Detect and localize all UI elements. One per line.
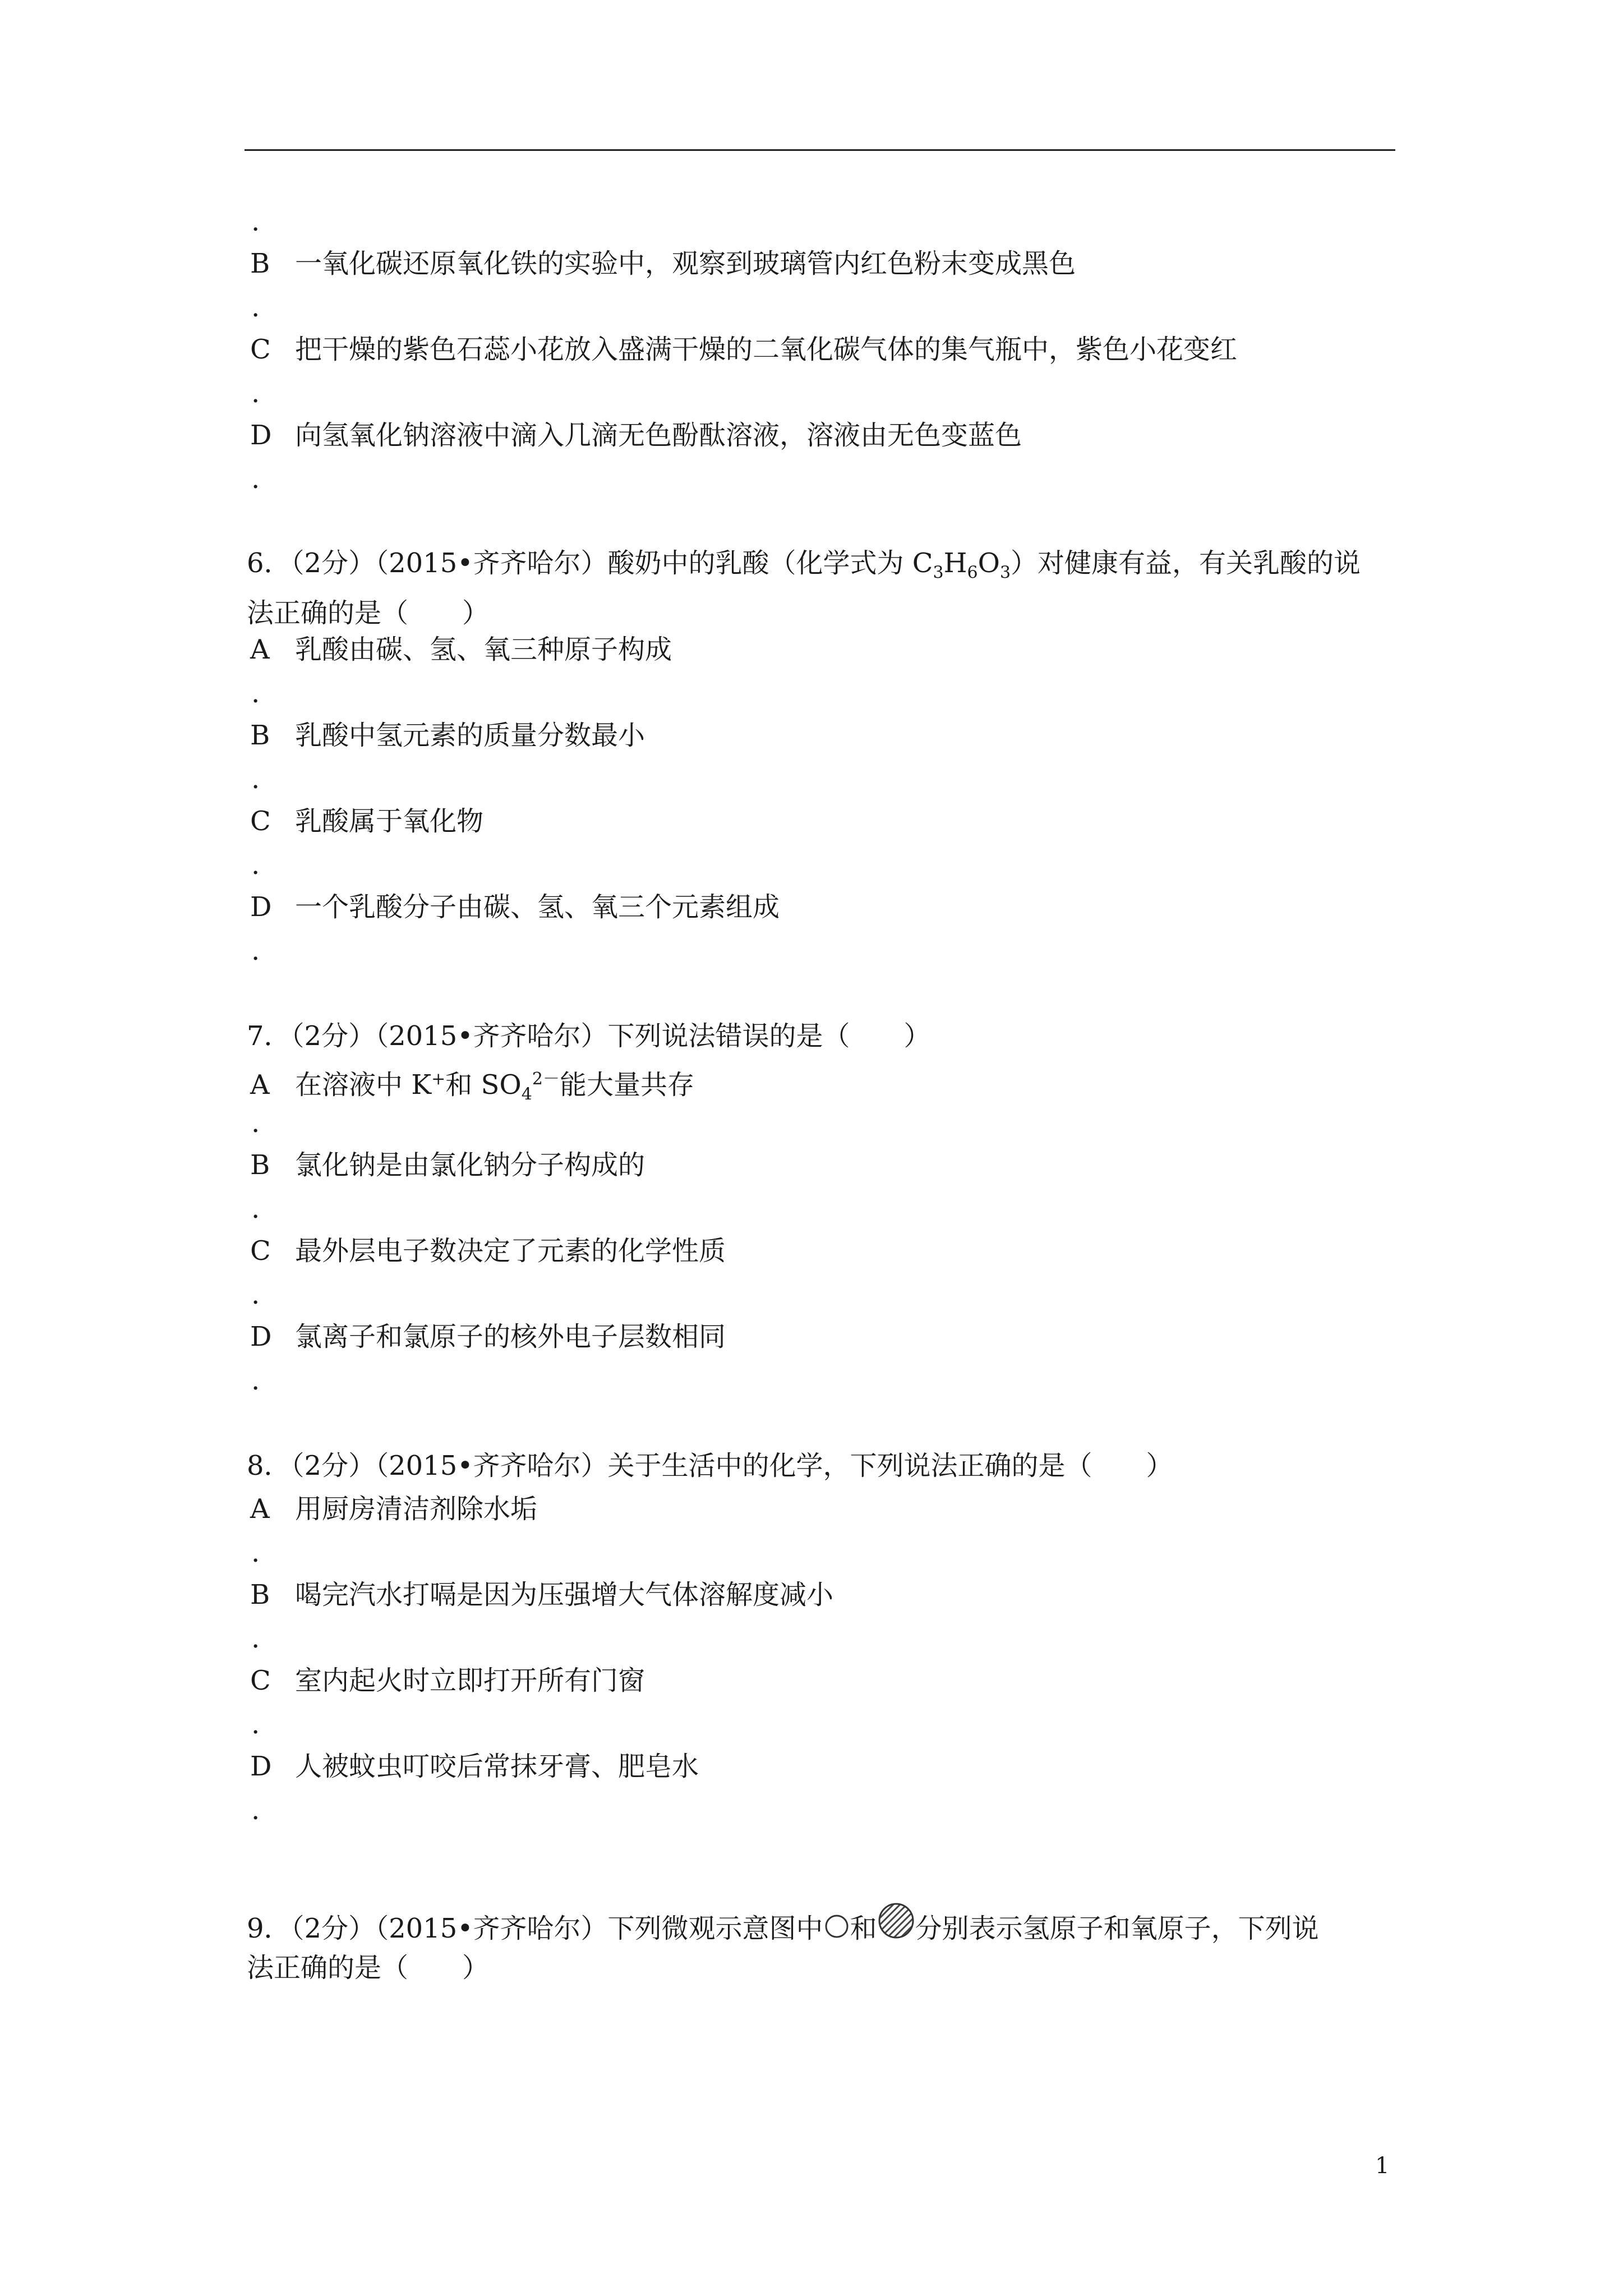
option-dot: .	[251, 1279, 260, 1310]
option-text: 用厨房清洁剂除水垢	[295, 1493, 538, 1525]
option-text: 能大量共存	[559, 1069, 694, 1101]
q8-stem: 8．（2分）（2015•齐齐哈尔）关于生活中的化学，下列说法正确的是（ ）	[247, 1450, 1173, 1481]
option-dot: .	[251, 378, 260, 409]
option-letter: C	[250, 1665, 271, 1696]
q5-option-c[interactable]	[250, 333, 1237, 366]
option-text: 一氧化碳还原氧化铁的实验中，观察到玻璃管内红色粉末变成黑色	[295, 248, 1076, 279]
option-dot: .	[251, 292, 260, 323]
subscript: 3	[999, 563, 1011, 583]
option-letter: C	[250, 806, 271, 837]
option-letter: A	[250, 1493, 270, 1525]
option-text: 在溶液中 K	[295, 1069, 432, 1101]
option-dot: .	[251, 1365, 260, 1396]
option-text: 室内起火时立即打开所有门窗	[295, 1665, 645, 1696]
option-text: 喝完汽水打嗝是因为压强增大气体溶解度减小	[295, 1579, 834, 1611]
option-text: 把干燥的紫色石蕊小花放入盛满干燥的二氧化碳气体的集气瓶中，紫色小花变红	[295, 334, 1238, 365]
option-letter: B	[250, 1579, 270, 1611]
q7-stem: 7．（2分）（2015•齐齐哈尔）下列说法错误的是（ ）	[247, 1020, 931, 1052]
option-text: 乳酸由碳、氢、氧三种原子构成	[295, 634, 672, 665]
q8-option-a[interactable]	[250, 1492, 537, 1526]
q7-option-d[interactable]	[250, 1320, 726, 1354]
q9-stem	[247, 1902, 1319, 1948]
option-letter: A	[250, 634, 270, 665]
q6-option-c[interactable]	[250, 804, 483, 838]
q8-option-c[interactable]	[250, 1664, 645, 1697]
q6-stem-text: ）对健康有益，有关乳酸的说	[1011, 547, 1361, 579]
hydrogen-atom-circle-icon	[823, 1913, 850, 1948]
subscript: 4	[521, 1084, 532, 1105]
formula-element: O	[978, 547, 1000, 579]
q6-stem-line2: 法正确的是（ ）	[247, 597, 490, 629]
q9-stem-text: 9．（2分）（2015•齐齐哈尔）下列微观示意图中	[247, 1913, 823, 1944]
option-dot: .	[251, 1193, 260, 1225]
header-rule	[245, 149, 1395, 151]
option-text: 和 SO	[445, 1069, 522, 1101]
superscript: +	[431, 1069, 446, 1089]
option-letter: A	[250, 1069, 270, 1101]
option-dot: .	[251, 206, 260, 237]
option-letter: C	[250, 1235, 271, 1267]
q9-stem-line2: 法正确的是（ ）	[247, 1952, 490, 1984]
q6-option-d[interactable]	[250, 890, 780, 924]
superscript: 2－	[532, 1069, 560, 1089]
option-dot: .	[251, 763, 260, 795]
page-number: 1	[1375, 2153, 1390, 2179]
option-text: 氯离子和氯原子的核外电子层数相同	[295, 1321, 726, 1352]
option-text: 最外层电子数决定了元素的化学性质	[295, 1235, 726, 1267]
option-dot: .	[251, 1795, 260, 1826]
option-letter: D	[250, 891, 272, 923]
option-text: 向氢氧化钠溶液中滴入几滴无色酚酞溶液，溶液由无色变蓝色	[295, 420, 1022, 451]
formula-element: H	[943, 547, 967, 579]
option-text: 人被蚊虫叮咬后常抹牙膏、肥皂水	[295, 1751, 699, 1782]
option-text: 乳酸属于氧化物	[295, 806, 484, 837]
q6-stem	[247, 546, 1361, 590]
subscript: 3	[933, 563, 944, 583]
option-letter: C	[250, 334, 271, 365]
q7-option-c[interactable]	[250, 1234, 726, 1268]
option-text: 一个乳酸分子由碳、氢、氧三个元素组成	[295, 891, 780, 923]
option-text: 氯化钠是由氯化钠分子构成的	[295, 1149, 645, 1181]
q6-stem-text: 6．（2分）（2015•齐齐哈尔）酸奶中的乳酸（化学式为 C	[247, 547, 933, 579]
q8-option-b[interactable]	[250, 1578, 833, 1612]
q6-option-b[interactable]	[250, 719, 645, 752]
option-letter: D	[250, 420, 272, 451]
option-dot: .	[251, 1107, 260, 1139]
q7-option-a[interactable]	[250, 1062, 694, 1112]
option-dot: .	[251, 463, 260, 495]
q6-option-a[interactable]	[250, 633, 672, 666]
option-letter: B	[250, 248, 270, 279]
option-text: 乳酸中氢元素的质量分数最小	[295, 720, 645, 751]
q8-option-d[interactable]	[250, 1750, 699, 1783]
q9-stem-text: 和	[850, 1913, 877, 1944]
option-dot: .	[251, 1623, 260, 1654]
option-letter: D	[250, 1751, 272, 1782]
q9-stem-text: 分别表示氢原子和氧原子，下列说	[915, 1913, 1319, 1944]
subscript: 6	[967, 563, 978, 583]
oxygen-atom-hatched-circle-icon	[877, 1902, 915, 1948]
option-letter: D	[250, 1321, 272, 1352]
q5-option-d[interactable]	[250, 418, 1022, 452]
option-dot: .	[251, 678, 260, 709]
option-letter: B	[250, 1149, 270, 1181]
option-dot: .	[251, 1709, 260, 1740]
q7-option-b[interactable]	[250, 1148, 645, 1182]
q5-option-b[interactable]	[250, 247, 1076, 280]
option-letter: B	[250, 720, 270, 751]
option-dot: .	[251, 935, 260, 967]
option-dot: .	[251, 849, 260, 881]
option-dot: .	[251, 1537, 260, 1568]
